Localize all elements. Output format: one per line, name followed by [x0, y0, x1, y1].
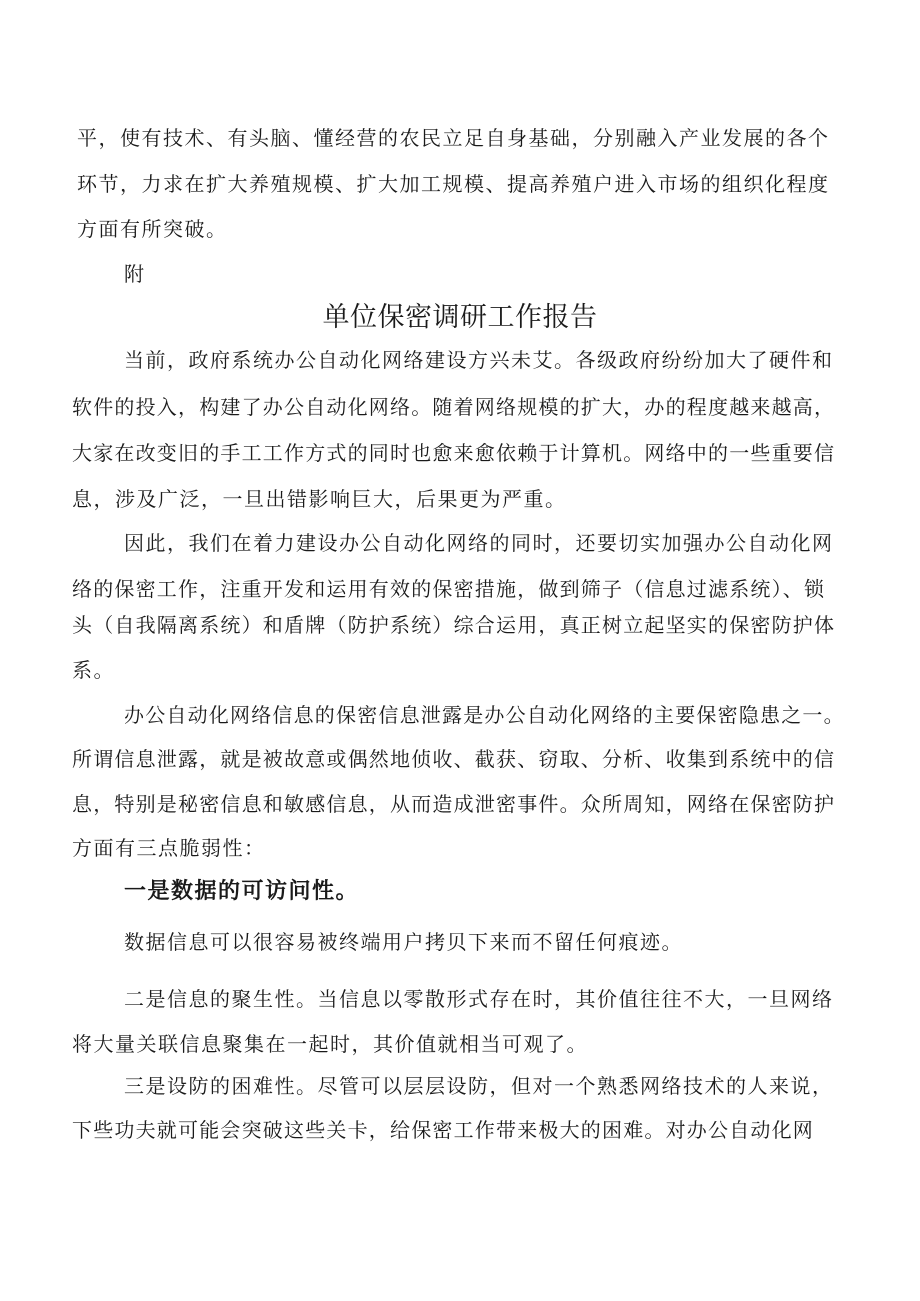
paragraph-6-line-2: 下些功夫就可能会突破这些关卡，给保密工作带来极大的困难。对办公自动化网: [72, 1118, 814, 1142]
paragraph-3-line-1: 办公自动化网络信息的保密信息泄露是办公自动化网络的主要保密隐患之一。: [124, 703, 845, 727]
attachment-label: 附: [124, 262, 146, 286]
paragraph-5-line-2: 将大量关联信息聚集在一起时，其价值就相当可观了。: [72, 1032, 588, 1056]
paragraph-2-line-4: 系。: [72, 658, 115, 682]
paragraph-2-line-3: 头（自我隔离系统）和盾牌（防护系统）综合运用，真正树立起坚实的保密防护体: [72, 613, 836, 637]
paragraph-3-line-3: 息，特别是秘密信息和敏感信息，从而造成泄密事件。众所周知，网络在保密防护: [72, 792, 836, 816]
paragraph-1-line-3: 大家在改变旧的手工工作方式的同时也愈来愈依赖于计算机。网络中的一些重要信: [72, 441, 836, 465]
paragraph-4-line-1: 数据信息可以很容易被终端用户拷贝下来而不留任何痕迹。: [124, 930, 683, 954]
section-heading-1: 一是数据的可访问性。: [124, 879, 360, 904]
intro-line-1: 平，使有技术、有头脑、懂经营的农民立足自身基础，分别融入产业发展的各个: [77, 126, 830, 150]
paragraph-5-line-1: 二是信息的聚生性。当信息以零散形式存在时，其价值往往不大，一旦网络: [124, 987, 834, 1011]
paragraph-1-line-1: 当前，政府系统办公自动化网络建设方兴未艾。各级政府纷纷加大了硬件和: [124, 348, 834, 372]
document-title: 单位保密调研工作报告: [322, 302, 598, 333]
paragraph-1-line-4: 息，涉及广泛，一旦出错影响巨大，后果更为严重。: [72, 487, 567, 511]
paragraph-2-line-1: 因此，我们在着力建设办公自动化网络的同时，还要切实加强办公自动化网: [124, 531, 834, 555]
intro-line-3: 方面有所突破。: [77, 217, 228, 241]
paragraph-2-line-2: 络的保密工作，注重开发和运用有效的保密措施，做到筛子（信息过滤系统）、锁: [72, 577, 826, 601]
intro-line-2: 环节，力求在扩大养殖规模、扩大加工规模、提高养殖户进入市场的组织化程度: [77, 172, 830, 196]
paragraph-1-line-2: 软件的投入，构建了办公自动化网络。随着网络规模的扩大，办的程度越来越高，: [72, 395, 836, 419]
paragraph-6-line-1: 三是设防的困难性。尽管可以层层设防，但对一个熟悉网络技术的人来说，: [124, 1074, 834, 1098]
paragraph-3-line-2: 所谓信息泄露，就是被故意或偶然地侦收、截获、窃取、分析、收集到系统中的信: [72, 747, 836, 771]
paragraph-3-line-4: 方面有三点脆弱性：: [72, 836, 266, 860]
